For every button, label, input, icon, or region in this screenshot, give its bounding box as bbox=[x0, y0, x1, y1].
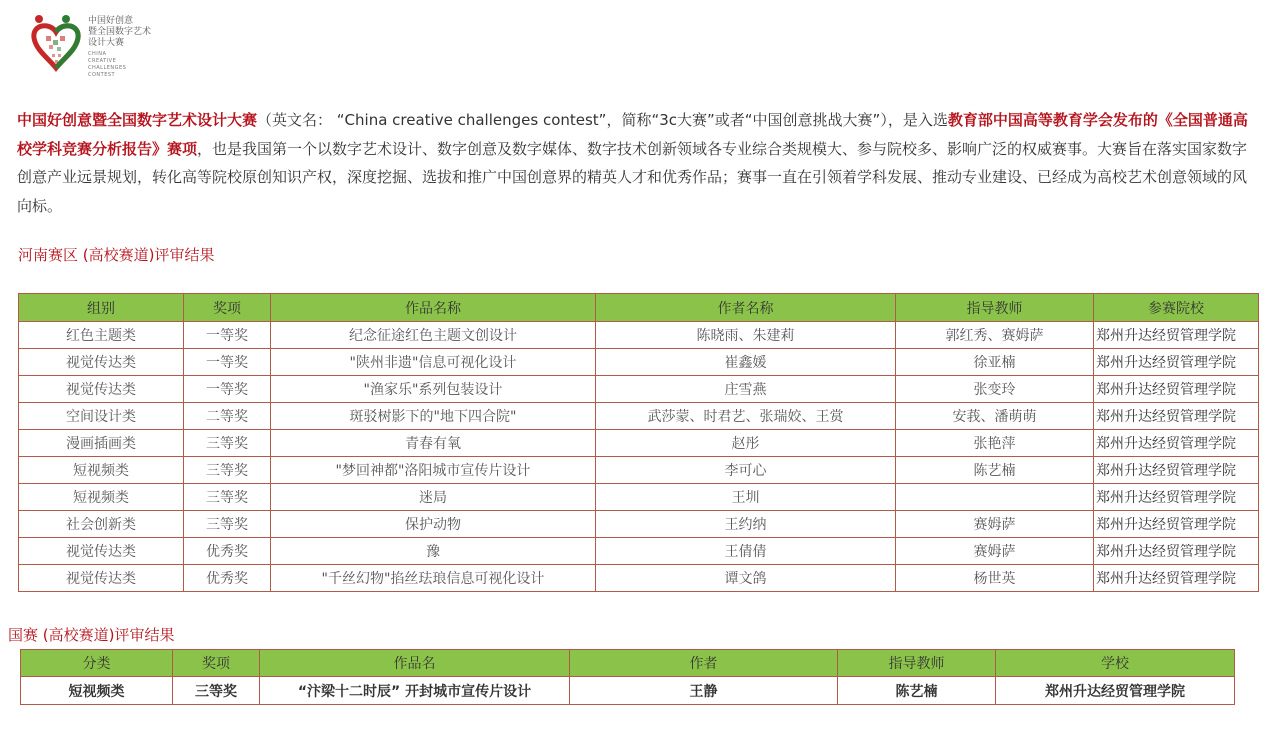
cell-work-name: "千丝幻物"掐丝珐琅信息可视化设计 bbox=[271, 565, 596, 592]
cell-award: 一等奖 bbox=[184, 322, 271, 349]
cell-award: 三等奖 bbox=[184, 457, 271, 484]
table-row bbox=[19, 565, 1259, 592]
header-group: 组别 bbox=[19, 294, 184, 322]
header-school: 学校 bbox=[996, 650, 1235, 677]
header-award: 奖项 bbox=[173, 650, 260, 677]
henan-results-table bbox=[18, 293, 1259, 592]
intro-text-2: ，也是我国第一个以数字艺术设计、数字创意及数字媒体、数字技术创新领域各专业综合类规模大、参与院校多、影响广泛的权威赛事。大赛旨在落实国家数字创意产业远景规划，转化高等院校原创知识产权，深度挖掘、选拔和推广中国创意界的精英人才和优秀作品；赛事一直在引领着学科发展、推动专业建设、已经成为高校艺术创意领域的风向标。 bbox=[17, 139, 1248, 215]
report-name: 教育部中国高等教育学会发布的《全国普通高校学科竞赛分析报告》赛项 bbox=[17, 111, 1248, 158]
header-school: 参赛院校 bbox=[1094, 294, 1259, 322]
table-row bbox=[21, 677, 1235, 705]
cell-school: 郑州升达经贸管理学院 bbox=[1094, 376, 1259, 403]
cell-award: 一等奖 bbox=[184, 349, 271, 376]
header-author: 作者 bbox=[570, 650, 838, 677]
cell-school: 郑州升达经贸管理学院 bbox=[1094, 430, 1259, 457]
cell-author: 李可心 bbox=[596, 457, 896, 484]
cell-group: 视觉传达类 bbox=[19, 376, 184, 403]
national-results-table bbox=[20, 649, 1235, 705]
cell-teacher bbox=[896, 484, 1094, 511]
cell-author: 陈晓雨、朱建莉 bbox=[596, 322, 896, 349]
header-work-name: 作品名 bbox=[260, 650, 570, 677]
cell-author: 王倩倩 bbox=[596, 538, 896, 565]
table-header-row bbox=[19, 294, 1259, 322]
cell-author: 王圳 bbox=[596, 484, 896, 511]
cell-author: 崔鑫媛 bbox=[596, 349, 896, 376]
heart-logo-icon bbox=[30, 14, 86, 92]
intro-text-1: （英文名： “China creative challenges contest”，简称“3c大赛”或者“中国创意挑战大赛”），是入选 bbox=[257, 111, 948, 129]
cell-group: 视觉传达类 bbox=[19, 349, 184, 376]
cell-award: 三等奖 bbox=[184, 430, 271, 457]
table-row bbox=[19, 484, 1259, 511]
table-row bbox=[19, 349, 1259, 376]
cell-school: 郑州升达经贸管理学院 bbox=[1094, 349, 1259, 376]
cell-school: 郑州升达经贸管理学院 bbox=[1094, 565, 1259, 592]
cell-work-name: 迷局 bbox=[271, 484, 596, 511]
cell-work-name: 保护动物 bbox=[271, 511, 596, 538]
cell-teacher: 陈艺楠 bbox=[896, 457, 1094, 484]
cell-school: 郑州升达经贸管理学院 bbox=[1094, 403, 1259, 430]
cell-teacher: 张艳萍 bbox=[896, 430, 1094, 457]
header-author: 作者名称 bbox=[596, 294, 896, 322]
cell-teacher: 杨世英 bbox=[896, 565, 1094, 592]
cell-teacher: 陈艺楠 bbox=[838, 677, 996, 705]
cell-group: 红色主题类 bbox=[19, 322, 184, 349]
cell-group: 短视频类 bbox=[19, 457, 184, 484]
cell-school: 郑州升达经贸管理学院 bbox=[996, 677, 1235, 705]
cell-award: 优秀奖 bbox=[184, 538, 271, 565]
national-results-title: 国赛 (高校赛道)评审结果 bbox=[8, 626, 175, 644]
cell-teacher: 张变玲 bbox=[896, 376, 1094, 403]
cell-award: 三等奖 bbox=[173, 677, 260, 705]
header-teacher: 指导教师 bbox=[896, 294, 1094, 322]
cell-school: 郑州升达经贸管理学院 bbox=[1094, 511, 1259, 538]
cell-author: 武莎蒙、时君艺、张瑞姣、王赏 bbox=[596, 403, 896, 430]
header-category: 分类 bbox=[21, 650, 173, 677]
henan-results-title: 河南赛区 (高校赛道)评审结果 bbox=[18, 246, 215, 264]
cell-teacher: 徐亚楠 bbox=[896, 349, 1094, 376]
table-row bbox=[19, 511, 1259, 538]
cell-author: 庄雪燕 bbox=[596, 376, 896, 403]
cell-author: 赵彤 bbox=[596, 430, 896, 457]
cell-work-name: 豫 bbox=[271, 538, 596, 565]
cell-group: 视觉传达类 bbox=[19, 565, 184, 592]
cell-school: 郑州升达经贸管理学院 bbox=[1094, 322, 1259, 349]
cell-award: 二等奖 bbox=[184, 403, 271, 430]
cell-work-name: 斑驳树影下的"地下四合院" bbox=[271, 403, 596, 430]
cell-author: 王静 bbox=[570, 677, 838, 705]
cell-group: 短视频类 bbox=[21, 677, 173, 705]
table-row bbox=[19, 430, 1259, 457]
cell-school: 郑州升达经贸管理学院 bbox=[1094, 538, 1259, 565]
cell-work-name: "陕州非遗"信息可视化设计 bbox=[271, 349, 596, 376]
cell-author: 谭文鸽 bbox=[596, 565, 896, 592]
header-teacher: 指导教师 bbox=[838, 650, 996, 677]
table-row bbox=[19, 376, 1259, 403]
cell-award: 三等奖 bbox=[184, 511, 271, 538]
table-header-row bbox=[21, 650, 1235, 677]
cell-teacher: 赛姆萨 bbox=[896, 511, 1094, 538]
cell-author: 王约纳 bbox=[596, 511, 896, 538]
header-award: 奖项 bbox=[184, 294, 271, 322]
cell-teacher: 赛姆萨 bbox=[896, 538, 1094, 565]
contest-logo bbox=[30, 14, 180, 92]
cell-work-name: "渔家乐"系列包装设计 bbox=[271, 376, 596, 403]
cell-award: 一等奖 bbox=[184, 376, 271, 403]
cell-work-name: "梦回神都"洛阳城市宣传片设计 bbox=[271, 457, 596, 484]
logo-en-text: CHINA CREATIVE CHALLENGES CONTEST bbox=[88, 51, 127, 78]
cell-work-name: 纪念征途红色主题文创设计 bbox=[271, 322, 596, 349]
cell-group: 社会创新类 bbox=[19, 511, 184, 538]
header-work-name: 作品名称 bbox=[271, 294, 596, 322]
table-row bbox=[19, 457, 1259, 484]
logo-cn-text: 中国好创意 暨全国数字艺术 设计大赛 bbox=[88, 16, 152, 48]
cell-teacher: 安莪、潘萌萌 bbox=[896, 403, 1094, 430]
cell-school: 郑州升达经贸管理学院 bbox=[1094, 484, 1259, 511]
cell-award: 三等奖 bbox=[184, 484, 271, 511]
table-row bbox=[19, 403, 1259, 430]
cell-group: 视觉传达类 bbox=[19, 538, 184, 565]
cell-award: 优秀奖 bbox=[184, 565, 271, 592]
intro-paragraph bbox=[17, 106, 1253, 220]
cell-teacher: 郭红秀、赛姆萨 bbox=[896, 322, 1094, 349]
table-row bbox=[19, 322, 1259, 349]
cell-group: 短视频类 bbox=[19, 484, 184, 511]
cell-group: 漫画插画类 bbox=[19, 430, 184, 457]
cell-group: 空间设计类 bbox=[19, 403, 184, 430]
cell-school: 郑州升达经贸管理学院 bbox=[1094, 457, 1259, 484]
cell-work-name: “汴梁十二时辰” 开封城市宣传片设计 bbox=[260, 677, 570, 705]
cell-work-name: 青春有氧 bbox=[271, 430, 596, 457]
contest-name: 中国好创意暨全国数字艺术设计大赛 bbox=[17, 111, 258, 129]
table-row bbox=[19, 538, 1259, 565]
